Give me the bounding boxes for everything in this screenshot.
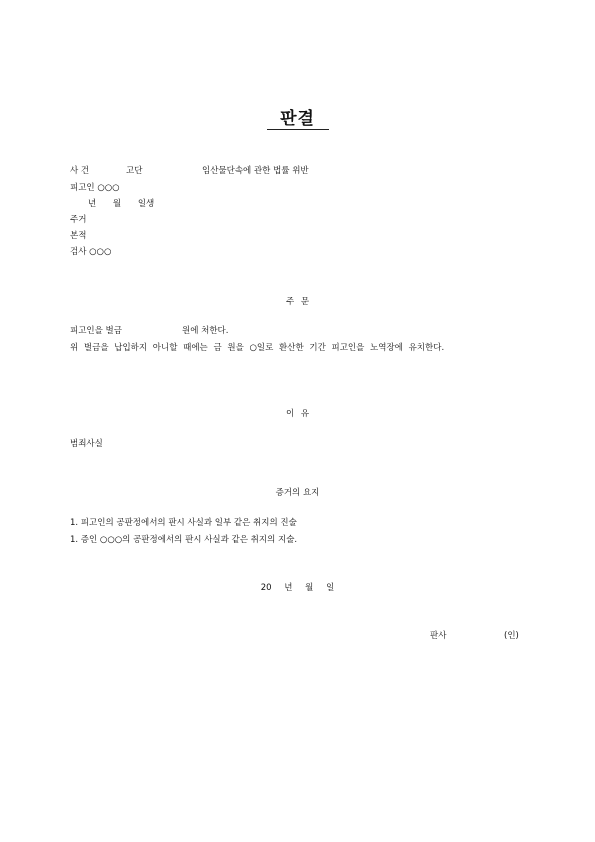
evidence-item-2: 1. 증인 ○○○의 공판정에서의 판시 사실과 같은 취지의 지술.: [70, 535, 298, 545]
case-name: 임산물단속에 관한 법률 위반: [202, 166, 309, 176]
defendant-line: 피고인 ○○○: [70, 183, 120, 193]
judge-label: 판사: [430, 631, 447, 641]
reason-heading: 이 유: [285, 409, 310, 419]
domicile-line: 본적: [70, 231, 87, 241]
order-heading: 주 문: [285, 297, 310, 307]
address-line: 주거: [70, 215, 87, 225]
order-fine-text: 피고인을 벌금: [70, 326, 122, 336]
evidence-item-1: 1. 피고인의 공판정에서의 판시 사실과 일부 같은 취지의 진술: [70, 518, 297, 528]
title-underline: [267, 129, 329, 130]
document-title: 판결: [280, 109, 315, 129]
case-label: 사 건: [70, 166, 90, 176]
case-court: 고단: [126, 166, 143, 176]
order-detention-paragraph: 위 벌금을 납입하지 아니할 때에는 금 원을 ○일로 환산한 기간 피고인을 노역장에 유치한다.: [70, 343, 445, 353]
criminal-facts-label: 범죄사실: [70, 439, 103, 449]
evidence-heading: 증거의 요지: [275, 488, 320, 498]
prosecutor-line: 검사 ○○○: [70, 247, 112, 257]
order-fine-tail: 원에 처한다.: [182, 326, 229, 336]
judgment-date: 20 년 월 일: [260, 583, 335, 593]
seal-mark: (인): [504, 631, 519, 641]
birth-line: 년 월 일생: [88, 199, 155, 209]
